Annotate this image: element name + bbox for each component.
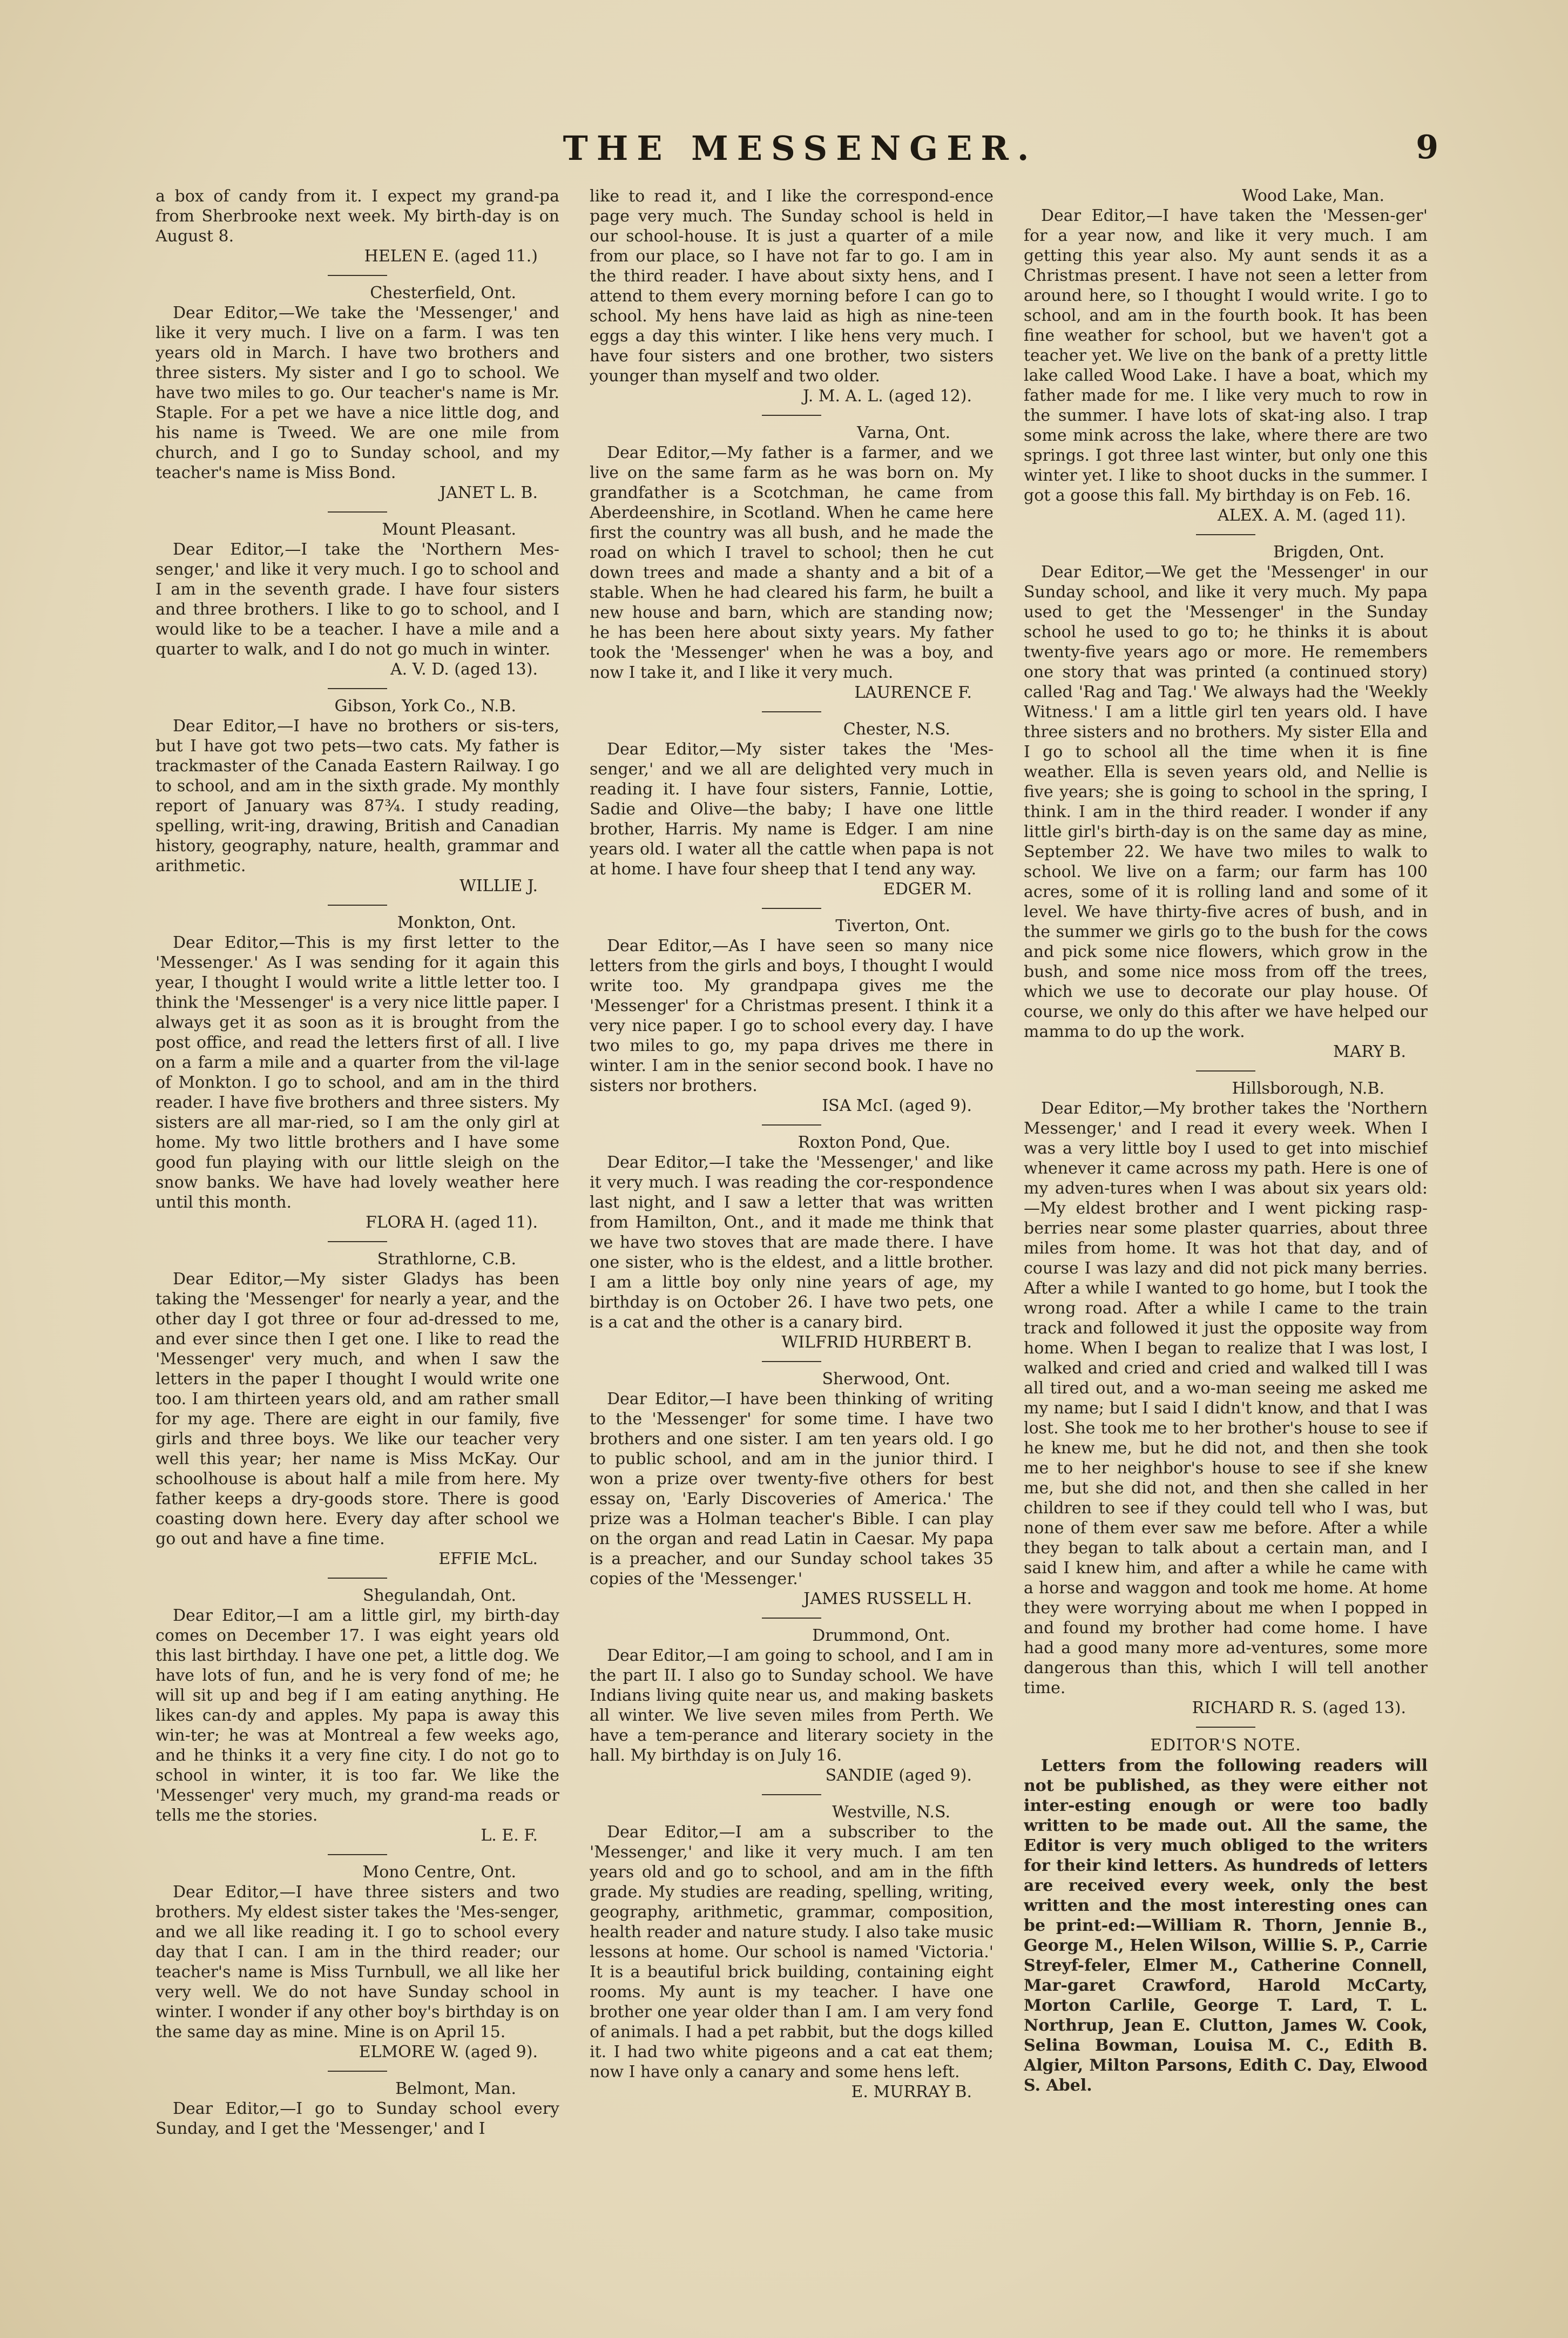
letter (156, 186, 559, 266)
letter (590, 423, 993, 703)
letter-signature: WILFRID HURBERT B. (781, 1333, 972, 1352)
letter-body: Dear Editor,—My brother takes the 'Northern Messenger,' and I read it every week. When I was a very little boy I used to get into mischief whenever it came across my path. Here is one of my adven-tures when I was about six years old:—My eldest brother and I went picking rasp-berries near some plaster quarries, about three miles from home. It was hot that day, and of course I was lazy and did not pick many berries. After a while I wanted to go home, but I took the wrong road. After a while I came to the train track and followed it just the opposite way from home. When I began to realize that I was lost, I walked and cried and cried and walked till I was all tired out, and a wo-man seeing me asked me my name; but I said I didn't know, and that I was lost. She took me to her brother's house to see if he knew me, but he did not, and then she took me to her neighbor's house to see if she knew me, but she did not, and then she called in her children to see if they could tell who I was, but none of them ever saw me before. After a while they began to talk about a certain man, and I said I knew him, and after a while he came with a horse and waggon and took me home. At home they were worrying about me when I popped in and found my brother had come home. I have had a good many more ad-ventures, some more dangerous than this, which I will tell another time. (1024, 1099, 1428, 1697)
column-2 (590, 186, 993, 2206)
letter (590, 1626, 993, 1785)
letter-body: Dear Editor,—As I have seen so many nice letters from the girls and boys, I thought I would write too. My grandpapa gives me the 'Messenger' for a Christmas present. I think it a very nice paper. I go to school every day. I have two miles to go, my papa drives me there in winter. I am in the senior second book. I have no sisters nor brothers. (590, 936, 993, 1095)
letter-signature: J. M. A. L. (aged 12). (803, 387, 972, 406)
letter-signature: ISA McI. (aged 9). (822, 1096, 972, 1115)
divider-rule (1196, 534, 1255, 535)
letter (590, 1803, 993, 2102)
letter-signature: ALEX. A. M. (aged 11). (1217, 506, 1406, 525)
divider-rule (762, 1124, 821, 1126)
letter-body: Dear Editor,—I am going to school, and I am in the part II. I also go to Sunday school. We have Indians living quite near us, and making baskets all winter. We live seven miles from Perth. We have a tem-perance and literary society in the hall. My birthday is on July 16. (590, 1646, 993, 1765)
letter-place: Hillsborough, N.B. (1232, 1079, 1384, 1098)
letter-body: Dear Editor,—I take the 'Messenger,' and like it very much. I was reading the cor-respondence last night, and I saw a letter that was written from Hamilton, Ont., and it made me think that we have two stoves that are made there. I have one sister, who is the eldest, and a little brother. I am a little boy only nine years of age, my birthday is on October 26. I have two pets, one is a cat and the other is a canary bird. (590, 1153, 993, 1332)
letter-place: Varna, Ont. (857, 423, 950, 442)
letter-signature: EFFIE McL. (438, 1549, 538, 1568)
letter-place: Brigden, Ont. (1273, 543, 1384, 562)
divider-rule (328, 1241, 387, 1242)
letter-signature: LAURENCE F. (854, 683, 972, 702)
letter (1024, 186, 1428, 525)
divider-rule (762, 1618, 821, 1619)
letter-signature: JAMES RUSSELL H. (803, 1589, 972, 1608)
letter-signature: ELMORE W. (aged 9). (359, 2043, 538, 2061)
letter-place: Drummond, Ont. (812, 1626, 950, 1645)
divider-rule (328, 688, 387, 689)
divider-rule (328, 275, 387, 276)
letter (590, 1370, 993, 1609)
divider-rule (762, 711, 821, 712)
letter-body: Dear Editor,—I am a little girl, my birth-day comes on December 17. I was eight years old this last birthday. I have one pet, a little dog. We have lots of fun, and he is very fond of me; he will sit up and beg if I am eating anything. He likes can-dy and apples. My papa is away this win-ter; he was at Montreal a few weeks ago, and he thinks it a very fine city. I do not go to school in winter, it is too far. We like the 'Messenger' very much, my grand-ma reads or tells me the stories. (156, 1606, 559, 1825)
letter-place: Mount Pleasant. (382, 520, 516, 539)
letter-body: Dear Editor,—I have been thinking of writing to the 'Messenger' for some time. I have two brothers and one sister. I am ten years old. I go to public school, and am in the junior third. I won a prize over twenty-five others for best essay on, 'Early Discoveries of America.' The prize was a Holman teacher's Bible. I can play on the organ and read Latin in Caesar. My papa is a preacher, and our Sunday school takes 35 copies of the 'Messenger.' (590, 1390, 993, 1588)
divider-rule (328, 1854, 387, 1855)
letter (156, 284, 559, 503)
letter-body: Dear Editor,—My sister takes the 'Mes-senger,' and we all are delighted very much in reading it. I have four sisters, Fannie, Lottie, Sadie and Olive—the baby; I have one little brother, Harris. My name is Edger. I am nine years old. I water all the cattle when papa is not at home. I have four sheep that I tend any way. (590, 740, 993, 879)
letter-place: Chester, N.S. (843, 720, 950, 739)
letter-signature: L. E. F. (481, 1826, 538, 1845)
letter-place: Mono Centre, Ont. (362, 1863, 516, 1882)
letter-body: Dear Editor,—I take the 'Northern Mes-senger,' and like it very much. I go to school and I am in the seventh grade. I have four sisters and three brothers. I like to go to school, and I would like to be a teacher. I have a mile and a quarter to walk, and I do not go much in winter. (156, 540, 559, 659)
letter-columns (156, 186, 1428, 2206)
letter-body: Dear Editor,—I have three sisters and two brothers. My eldest sister takes the 'Mes-senger, and we all like reading it. I go to school every day that I can. I am in the third reader; our teacher's name is Miss Turnbull, we all like her very well. We do not have Sunday school in winter. I wonder if any other boy's birthday is on the same day as mine. Mine is on April 15. (156, 1883, 559, 2041)
letter (590, 720, 993, 899)
column-1 (156, 186, 559, 2206)
letter-body: Dear Editor,—This is my first letter to the 'Messenger.' As I was sending for it again this year, I thought I would write a little letter too. I think the 'Messenger' is a very nice little paper. I always get it as soon as it is brought from the post office, and read the letters first of all. I live on a farm a mile and a quarter from the vil-lage of Monkton. I go to school, and am in the third reader. I have five brothers and three sisters. My sisters are all mar-ried, so I am the only girl at home. My two little brothers and I have some good fun playing with our little sleigh on the snow banks. We have had lovely weather here until this month. (156, 933, 559, 1212)
page-header (151, 129, 1449, 177)
divider-rule (328, 905, 387, 906)
letter-signature: SANDIE (aged 9). (825, 1766, 972, 1785)
letter (590, 1133, 993, 1352)
divider-rule (1196, 1727, 1255, 1728)
letter (590, 186, 993, 406)
letter-place: Westville, N.S. (832, 1803, 950, 1822)
letter-body: Dear Editor,—I have taken the 'Messen-ger' for a year now, and like it very much. I am getting this year also. My aunt sends it as a Christmas present. I have not seen a letter from around here, so I thought I would write. I go to school, and am in the fourth book. It has been fine weather for school, but we haven't got a teacher yet. We live on the bank of a pretty little lake called Wood Lake. I have a boat, which my father made for me. I like very much to row in the summer. I have lots of skat-ing also. I trap some mink across the lake, where there are two springs. I got three last winter, but only one this winter yet. I like to shoot ducks in the summer. I got a goose this fall. My birthday is on Feb. 16. (1024, 206, 1428, 505)
letter-place: Wood Lake, Man. (1242, 186, 1384, 205)
letter (1024, 543, 1428, 1062)
letter (156, 913, 559, 1232)
letter-signature: WILLIE J. (459, 877, 538, 895)
divider-rule (328, 511, 387, 513)
letter-signature: A. V. D. (aged 13). (390, 660, 538, 679)
letter-signature: HELEN E. (aged 11.) (364, 247, 538, 266)
letter (156, 2079, 559, 2139)
divider-rule (328, 1578, 387, 1579)
editors-note (1024, 1735, 1428, 2096)
letter-signature: RICHARD R. S. (aged 13). (1192, 1699, 1406, 1717)
letter-place: Belmont, Man. (395, 2079, 516, 2098)
divider-rule (762, 908, 821, 909)
masthead-title: THE MESSENGER. (563, 129, 1038, 168)
letter-body: Dear Editor,—My father is a farmer, and we live on the same farm as he was born on. My grandfather is a Scotchman, he came from Aberdeenshire, in Scotland. When he came here first the country was all bush, and he made the road on which I travel to school; then he cut down trees and made a shanty and a bit of a stable. When he had cleared his farm, he built a new house and barn, which are standing now; he has been here about sixty years. My father took the 'Messenger' when he was a boy, and now I take it, and I like it very much. (590, 443, 993, 682)
divider-rule (1196, 1070, 1255, 1072)
letter-body: Dear Editor,—I go to Sunday school every Sunday, and I get the 'Messenger,' and I (156, 2099, 559, 2138)
letter-signature: EDGER M. (883, 880, 972, 899)
letter-body: Dear Editor,—We get the 'Messenger' in our Sunday school, and like it very much. My papa used to get the 'Messenger' in the Sunday school he used to go to; he thinks it is about twenty-five years ago or more. He remembers one story that was printed (a continued story) called 'Rag and Tag.' We always had the 'Weekly Witness.' I am a little girl ten years old. I have three sisters and no brothers. My sister Ella and I go to school all the time when it is fine weather. Ella is seven years old, and Nellie is five years; she is going to school in the spring, I think. I am in the third reader. I wonder if any little girl's birth-day is on the same day as mine, September 22. We have two miles to walk to school. We live on a farm; our farm has 100 acres, some of it is rolling land and some of it level. We have thirty-five acres of bush, and in the summer we girls go to the bush for the cows and pick some nice flowers, which grow in the bush, and some nice moss from off the trees, which we use to decorate our play house. Of course, we only do this after we have helped our mamma to do up the work. (1024, 563, 1428, 1041)
letter (1024, 1079, 1428, 1718)
letter-body: Dear Editor,—I have no brothers or sis-ters, but I have got two pets—two cats. My father is trackmaster of the Canada Eastern Railway. I go to school, and am in the sixth grade. My monthly report of January was 87¾. I study reading, spelling, writ-ing, drawing, British and Canadian history, geography, nature, health, grammar and arithmetic. (156, 717, 559, 875)
letter-body: Dear Editor,—My sister Gladys has been taking the 'Messenger' for nearly a year, and the other day I got three or four ad-dressed to me, and ever since then I get one. I like to read the 'Messenger' very much, and when I saw the letters in the paper I thought I would write one too. I am thirteen years old, and am rather small for my age. There are eight in our family, five girls and three boys. We like our teacher very well this year; her name is Miss McKay. Our schoolhouse is about half a mile from here. My father keeps a dry-goods store. There is good coasting down here. Every day after school we go out and have a fine time. (156, 1270, 559, 1548)
letter-place: Gibson, York Co., N.B. (334, 697, 516, 716)
page-number: 9 (1416, 129, 1438, 166)
letter-place: Strathlorne, C.B. (377, 1250, 516, 1269)
letter-place: Shegulandah, Ont. (363, 1586, 516, 1605)
letter (156, 1586, 559, 1845)
letter-place: Monkton, Ont. (397, 913, 516, 932)
letter (156, 520, 559, 679)
letter-body: a box of candy from it. I expect my grand-pa from Sherbrooke next week. My birth-day is on August 8. (156, 187, 559, 246)
letter-place: Roxton Pond, Que. (797, 1133, 950, 1152)
letter (156, 1250, 559, 1569)
letter-body: like to read it, and I like the correspond-ence page very much. The Sunday school is held in our school-house. It is just a quarter of a mile from our place, so I have not far to go. I am in the third reader. I have about sixty hens, and I attend to them every morning before I can go to school. My hens have laid as high as nine-teen eggs a day this winter. I like hens very much. I have four sisters and one brother, two sisters younger than myself and two older. (590, 187, 993, 386)
divider-rule (328, 2071, 387, 2072)
letter-place: Tiverton, Ont. (835, 917, 950, 935)
letter-body: Dear Editor,—We take the 'Messenger,' and like it very much. I live on a farm. I was ten years old in March. I have two brothers and three sisters. My sister and I go to school. We have two miles to go. Our teacher's name is Mr. Staple. For a pet we have a nice little dog, and his name is Tweed. We are one mile from church, and I go to Sunday school, and my teacher's name is Miss Bond. (156, 304, 559, 482)
letter-signature: MARY B. (1333, 1042, 1406, 1061)
divider-rule (762, 1361, 821, 1362)
letter-signature: JANET L. B. (440, 483, 538, 502)
divider-rule (762, 1794, 821, 1795)
letter-place: Sherwood, Ont. (822, 1370, 950, 1389)
column-3 (1024, 186, 1428, 2206)
editors-note-body: Letters from the following readers will not be published, as they were either not inter-esting enough or were too badly written to be made out. All the same, the Editor is very much obliged to the writers for their kind letters. As hundreds of letters are received every week, only the best written and the most interesting ones can be print-ed:—William R. Thorn, Jennie B., George M., Helen Wilson, Willie S. P., Carrie Streyf-feler, Elmer M., Catherine Connell, Mar-garet Crawford, Harold McCarty, Morton Carlile, George T. Lard, T. L. Northrup, Jean E. Clutton, James W. Cook, Selina Bowman, Louisa M. C., Edith B. Algier, Milton Parsons, Edith C. Day, Elwood S. Abel. (1024, 1756, 1428, 2095)
divider-rule (762, 415, 821, 416)
letter (156, 697, 559, 896)
letter-signature: E. MURRAY B. (851, 2083, 972, 2101)
letter-body: Dear Editor,—I am a subscriber to the 'Messenger,' and like it very much. I am ten years old and go to school, and am in the fifth grade. My studies are reading, spelling, writing, geography, arithmetic, grammar, composition, health reader and nature study. I also take music lessons at home. Our school is named 'Victoria.' It is a beautiful brick building, containing eight rooms. My aunt is my teacher. I have one brother one year older than I am. I am very fond of animals. I had a pet rabbit, but the dogs killed it. I had two white pigeons and a cat eat them; now I have only a canary and some hens left. (590, 1823, 993, 2081)
letter-place: Chesterfield, Ont. (370, 284, 516, 302)
letter (156, 1863, 559, 2062)
letter (590, 917, 993, 1116)
editors-note-title: EDITOR'S NOTE. (1150, 1736, 1301, 1755)
letter-signature: FLORA H. (aged 11). (365, 1213, 538, 1232)
